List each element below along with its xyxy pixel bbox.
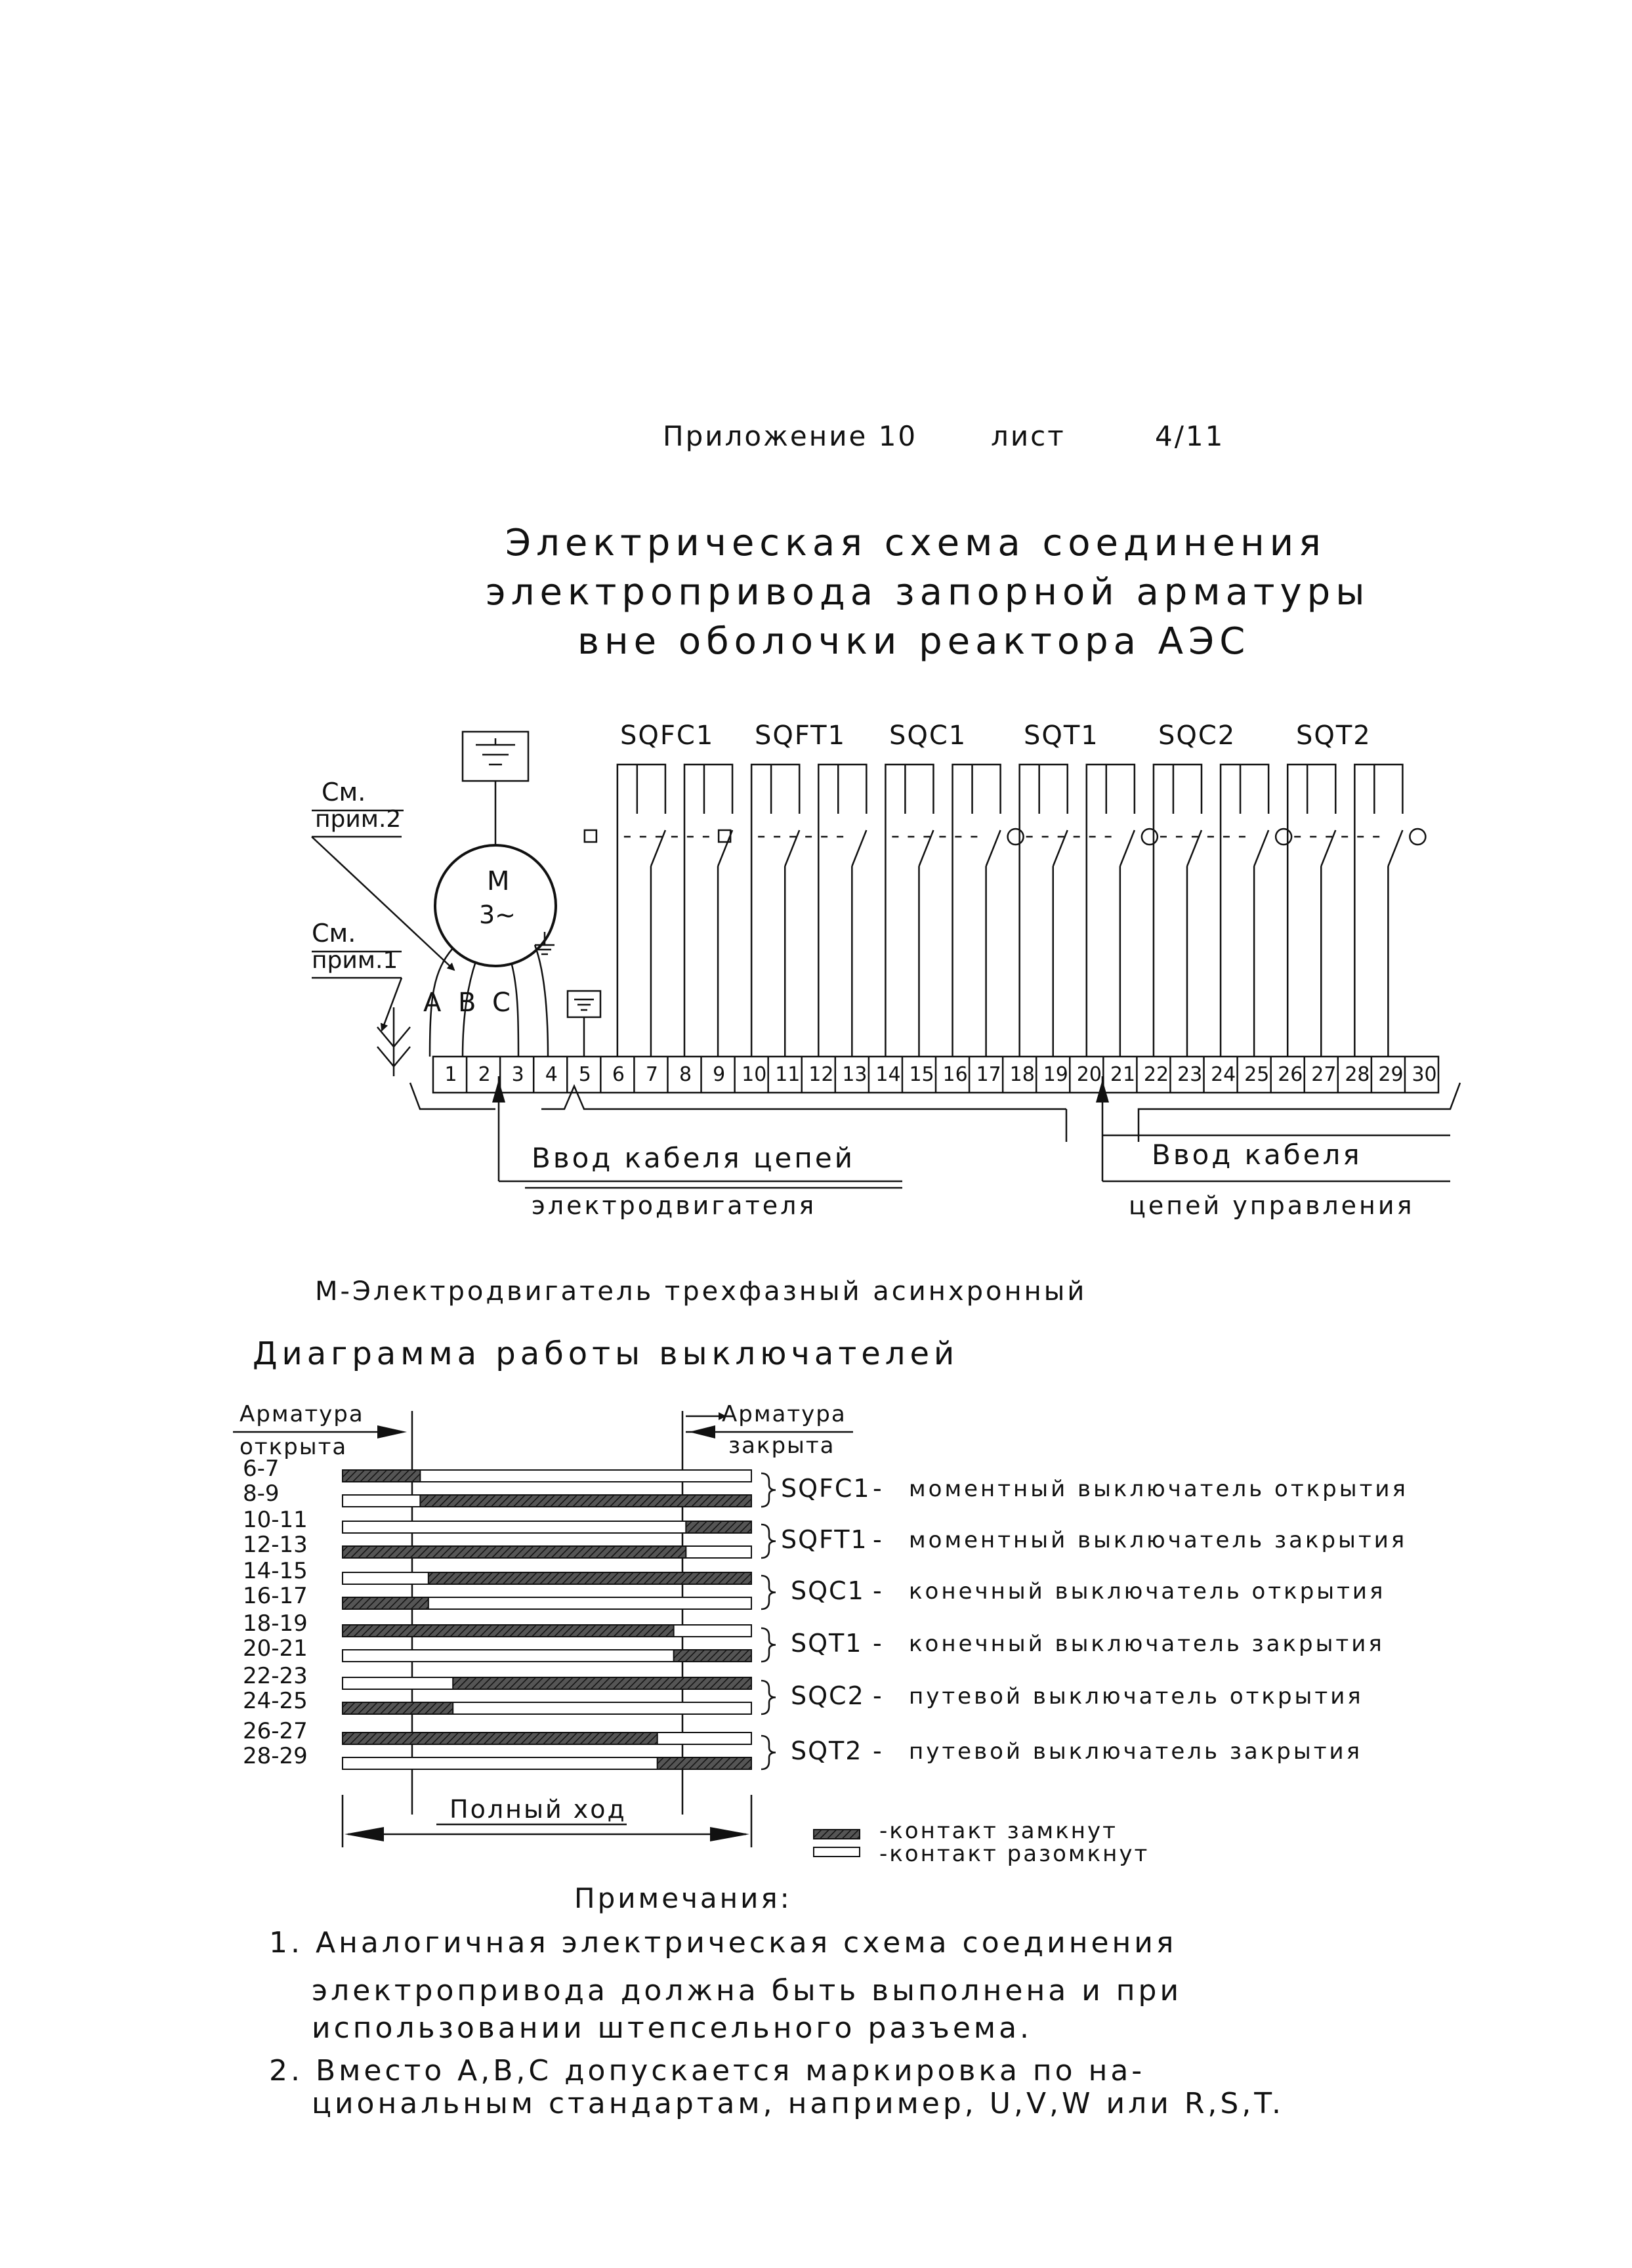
switch-contact [818, 765, 866, 1057]
terminal-label: 2 [478, 1063, 491, 1086]
terminal-label: 12 [808, 1063, 834, 1086]
note-1-line-2: электропривода должна быть выполнена и при [312, 1974, 1182, 2007]
contact-pair-label: 26-27 [243, 1718, 308, 1744]
full-stroke-label: Полный ход [450, 1795, 627, 1824]
switch-brace [761, 1628, 776, 1662]
switch-contact [1154, 765, 1202, 1057]
open-label-line-1: Арматура [240, 1401, 364, 1427]
motor-caption: М-Электродвигатель трехфазный асинхронный [315, 1276, 1087, 1307]
terminal-label: 21 [1110, 1063, 1136, 1086]
terminal-label: 22 [1143, 1063, 1169, 1086]
switch-description: конечный выключатель закрытия [909, 1630, 1385, 1657]
switch-label-sqfc1: SQFC1 [620, 721, 715, 751]
terminal-label: 9 [713, 1063, 726, 1086]
contact-pair-label: 10-11 [243, 1507, 308, 1533]
switch-dash: - [873, 1473, 882, 1503]
switch-dash: - [873, 1628, 882, 1658]
switch-bars [343, 1470, 751, 1769]
motor-letter: М [487, 866, 510, 896]
switch-contact [1287, 765, 1335, 1057]
terminal-label: 3 [511, 1063, 524, 1086]
legend-open-text: -контакт разомкнут [879, 1841, 1150, 1867]
terminal-label: 16 [942, 1063, 968, 1086]
closed-label-line-1: Арматура [722, 1401, 847, 1427]
switch-name: SQT2 [791, 1736, 863, 1765]
terminal-label: 23 [1177, 1063, 1203, 1086]
switch-description: моментный выключатель открытия [909, 1475, 1408, 1502]
switch-label-sqc1: SQC1 [889, 721, 967, 751]
switch-label-sqt1: SQT1 [1024, 721, 1099, 751]
switch-dash: - [873, 1681, 882, 1710]
notes-heading: Примечания: [574, 1882, 792, 1914]
switch-name: SQC1 [791, 1576, 865, 1605]
legend-closed-swatch [814, 1830, 860, 1839]
switch-dash: - [873, 1524, 882, 1554]
switch-name: SQT1 [791, 1628, 863, 1658]
terminal-label: 17 [976, 1063, 1001, 1086]
switch-bar-closed [343, 1625, 674, 1637]
terminal-label: 13 [842, 1063, 868, 1086]
switch-bar-closed [429, 1572, 751, 1584]
open-label-line-2: открыта [240, 1434, 348, 1460]
legend-closed-text: -контакт замкнут [879, 1818, 1118, 1844]
switch-bar-closed [674, 1650, 751, 1662]
switch-brace [761, 1736, 776, 1769]
switch-name: SQC2 [791, 1681, 865, 1710]
switch-bar-closed [343, 1732, 658, 1744]
switch-description: путевой выключатель открытия [909, 1683, 1364, 1710]
note-2-line-2: циональным стандартам, например, U,V,W или R,S,T. [312, 2087, 1284, 2120]
switch-brace [761, 1576, 776, 1609]
terminal-label: 5 [578, 1063, 591, 1086]
terminal-label: 20 [1076, 1063, 1102, 1086]
switch-brace [761, 1681, 776, 1714]
switch-label-sqt2: SQT2 [1296, 721, 1371, 751]
note-ref-2-line-1: См. [322, 778, 366, 807]
switch-brace [761, 1524, 776, 1558]
contact-pair-label: 12-13 [243, 1532, 308, 1558]
switch-dash: - [873, 1576, 882, 1605]
note-1-line-3: использовании штепсельного разъема. [312, 2011, 1033, 2045]
terminal-label: 11 [775, 1063, 801, 1086]
switch-contact [1020, 765, 1068, 1057]
switch-contact [1087, 765, 1135, 1057]
terminal-label: 25 [1244, 1063, 1270, 1086]
cable-control-line-1: Ввод кабеля [1152, 1139, 1362, 1171]
contact-pair-label: 14-15 [243, 1558, 308, 1584]
diagram-title: Диаграмма работы выключателей [253, 1335, 959, 1372]
contact-pair-label: 20-21 [243, 1635, 308, 1662]
phase-c-label: C [492, 988, 511, 1018]
terminal-label: 8 [679, 1063, 692, 1086]
phase-b-label: B [458, 988, 476, 1018]
note-1-line-1: 1. Аналогичная электрическая схема соединения [269, 1926, 1177, 1960]
switch-name: SQFC1 [781, 1473, 871, 1503]
sheet-label: лист [991, 420, 1066, 452]
switch-name: SQFT1 [781, 1524, 868, 1554]
terminal-label: 27 [1311, 1063, 1337, 1086]
switch-label-sqc2: SQC2 [1158, 721, 1236, 751]
switch-brace [761, 1473, 776, 1507]
contact-pair-label: 22-23 [243, 1663, 308, 1689]
switch-bar-closed [343, 1597, 429, 1609]
switch-contact [617, 765, 665, 1057]
contact-pair-label: 18-19 [243, 1610, 308, 1637]
contact-pair-label: 16-17 [243, 1583, 308, 1609]
switch-bar-closed [658, 1757, 751, 1769]
terminal-label: 19 [1043, 1063, 1068, 1086]
terminal-label: 28 [1345, 1063, 1370, 1086]
terminal-label: 30 [1412, 1063, 1437, 1086]
switch-bar-closed [420, 1495, 751, 1507]
switch-contact [953, 765, 1001, 1057]
switch-contact [751, 765, 799, 1057]
terminal-label: 14 [875, 1063, 901, 1086]
switch-dash: - [873, 1736, 882, 1765]
terminal-label: 1 [444, 1063, 457, 1086]
note-2-line-1: 2. Вместо A,B,C допускается маркировка по на- [269, 2054, 1146, 2088]
contact-pair-label: 8-9 [243, 1480, 280, 1507]
contact-pair-label: 28-29 [243, 1743, 308, 1769]
switch-description: моментный выключатель закрытия [909, 1526, 1408, 1553]
switch-description: конечный выключатель открытия [909, 1578, 1386, 1605]
switch-bar-closed [343, 1702, 453, 1714]
cable-motor-line-1: Ввод кабеля цепей [532, 1142, 855, 1174]
switch-bar-closed [343, 1546, 686, 1558]
cable-motor-line-2: электродвигателя [532, 1191, 817, 1220]
terminal-label: 24 [1211, 1063, 1236, 1086]
switch-contact [885, 765, 933, 1057]
terminal-label: 29 [1378, 1063, 1404, 1086]
closed-label-line-2: закрыта [728, 1433, 835, 1459]
terminal-label: 15 [909, 1063, 934, 1086]
switch-contact [1221, 765, 1268, 1057]
appendix-label: Приложение 10 [663, 420, 918, 452]
page-title-line-3: вне оболочки реактора АЭС [577, 620, 1251, 663]
sheet-number: 4/11 [1155, 420, 1225, 452]
page-title-line-2: электропривода запорной арматуры [486, 571, 1370, 614]
terminal-label: 18 [1009, 1063, 1035, 1086]
terminal-label: 4 [545, 1063, 558, 1086]
note-ref-2-line-2: прим.2 [315, 806, 402, 833]
note-ref-1-line-1: См. [312, 919, 356, 948]
phase-a-label: A [423, 988, 442, 1018]
legend-open-swatch [814, 1847, 860, 1857]
switch-bar-closed [686, 1521, 751, 1533]
switch-bar-closed [453, 1677, 751, 1689]
switch-bar-closed [343, 1470, 420, 1482]
page-title-line-1: Электрическая схема соединения [505, 522, 1326, 564]
terminal-label: 7 [645, 1063, 659, 1086]
switch-description: путевой выключатель закрытия [909, 1738, 1363, 1765]
terminal-label: 6 [612, 1063, 625, 1086]
terminal-label: 10 [742, 1063, 767, 1086]
cable-control-line-2: цепей управления [1129, 1191, 1415, 1220]
switch-contact [1354, 765, 1402, 1057]
note-ref-1-line-2: прим.1 [312, 947, 398, 974]
terminal-label: 26 [1278, 1063, 1303, 1086]
motor-phase-count: 3~ [479, 900, 516, 929]
contact-pair-label: 6-7 [243, 1456, 280, 1482]
switch-contact [684, 765, 732, 1057]
contact-pair-label: 24-25 [243, 1688, 308, 1714]
switch-label-sqft1: SQFT1 [755, 721, 847, 751]
